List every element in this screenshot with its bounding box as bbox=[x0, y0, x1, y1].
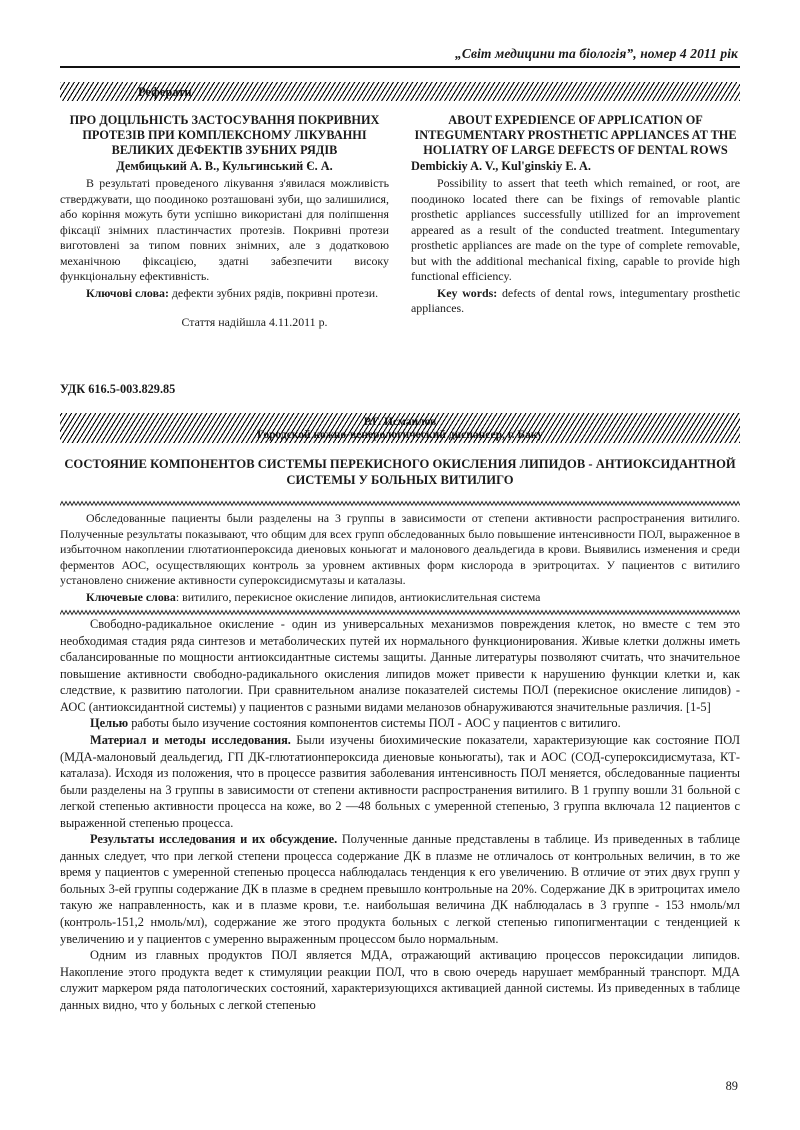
abstract-authors-uk: Дембицький А. В., Кульгинський Є. А. bbox=[116, 159, 333, 173]
keywords-label-uk: Ключові слова: bbox=[86, 285, 169, 300]
abstract-two-column-block bbox=[60, 113, 740, 330]
paragraph-lead-in: Материал и методы исследования. bbox=[90, 732, 291, 747]
article2-paragraph bbox=[60, 616, 740, 715]
paragraph-text: Были изучены биохимические показатели, характеризующие как состояние ПОЛ (МДА-малоновый деальдегид, ГП ДК-глютатионпероксида диеновые коньюгаты), так и АОС (СОД-супероксидисмутаза, КТ-каталаза). Исходя из положения, что в процессе развития заболевания интенсивность ПОЛ меняется, обследованные пациенты были разделены на 3 группы в зависимости от степени активности распространения витилиго. В 1 группу вошли 31 больной с легкой степенью активности процесса на коже, во 2 —48 больных с умеренной степенью, 3 группа включала 12 пациентов с выраженной степенью процесса. bbox=[60, 732, 740, 830]
article2-abstract: Обследованные пациенты были разделены на 3 группы в зависимости от степени активности распространения витилиго. Полученные результаты показывают, что общим для всех групп обследованных было повышение интенсивности ПОЛ, выраженное в избыточном накоплении глютатионпероксида диеновых коньюгат и малонового деальдегида в крови. Выявились изменения и среди ферментов АОС, осуществляющих контроль за уровнем активных форм кислорода в эритроцитах. У пациентов с витилиго установлено снижение активности супероксидисмутазы и каталазы. bbox=[60, 511, 740, 588]
abstract-column-uk bbox=[60, 113, 389, 330]
abstracts-banner bbox=[60, 82, 740, 101]
paragraph-text: Полученные данные представлены в таблице. Из приведенных в таблице данных следует, что при легкой степени процесса содержание ДК в плазме не отличалось от контрольных величин, в то же время у пациентов с умеренной степенью процесса наблюдалась тенденция к его увеличению. В отличие от этих двух групп у больных 3-ей группы содержание ДК в плазме в среднем превышло контрольные на 20%. Содержание ДК в эритроцитах имело такую же направленность, как и в плазме крови, т.е. наибольшая величина ДК наблюдалась в 3 группе - 153 нмоль/мл (контроль-151,2 нмоль/мл), содержание же этого продукта больных с легкой степенью гипопигментации с тенденцией к увеличению и у пациентов с умеренно выраженным процессом было нормальным. bbox=[60, 832, 740, 946]
article2-title: СОСТОЯНИЕ КОМПОНЕНТОВ СИСТЕМЫ ПЕРЕКИСНОГО ОКИСЛЕНИЯ ЛИПИДОВ - АНТИОКСИДАНТНОЙ СИСТЕМЫ У БОЛЬНЫХ ВИТИЛИГО bbox=[64, 457, 736, 488]
wavy-divider-top bbox=[60, 500, 740, 507]
abstract-title-en: ABOUT EXPEDIENCE OF APPLICATION OF INTEGUMENTARY PROSTHETIC APPLIANCES AT THE HOLIATRY OF LARGE DEFECTS OF DENTAL ROWS bbox=[414, 113, 737, 157]
article2-keywords-text: : витилиго, перекисное окисление липидов, антиокислительная система bbox=[175, 589, 541, 604]
abstract-title-uk: ПРО ДОЦІЛЬНІСТЬ ЗАСТОСУВАННЯ ПОКРИВНИХ ПРОТЕЗІВ ПРИ КОМПЛЕКСНОМУ ЛІКУВАННІ ВЕЛИКИХ ДЕФЕКТІВ ЗУБНИХ РЯДІВ bbox=[69, 113, 380, 157]
keywords-text-uk: дефекти зубних рядів, покривні протези. bbox=[168, 285, 379, 300]
abstract-body-en: Possibility to assert that teeth which remained, or root, are поодиноко located there can be fixings of removable plantic prosthetic appliances successfully utillized for an improvement appeared as a result of the conducted treatment. Integumentary prosthetic appliances are made on the type of complete removable, but with the additional mechanical fixing, capable to provide high functional efficiency. bbox=[411, 176, 740, 284]
page-number: 89 bbox=[725, 1079, 738, 1093]
udc-code: УДК 616.5-003.829.85 bbox=[60, 382, 176, 397]
paragraph-text: работы было изучение состояния компонентов системы ПОЛ - АОС у пациентов с витилиго. bbox=[128, 716, 621, 731]
abstract-body-uk: В результаті проведеного лікування з'явилася можливість стверджувати, що поодиноко розташовані зуби, що залишилися, або коріння можуть бути успішно використані для поліпшення фіксації знімних пластинчастих протезів. Покривні протези виготовлені за типом повних знімних, але з додатковою механічною фіксацією, здатні забезпечити високу функціональну ефективність. bbox=[60, 176, 389, 284]
abstracts-banner-label: Реферати bbox=[138, 85, 192, 99]
keywords-label-en: Key words: bbox=[437, 285, 498, 300]
article2-keywords-label: Ключевые слова bbox=[86, 589, 176, 604]
article2-paragraph bbox=[60, 732, 740, 831]
article2-paragraph bbox=[60, 831, 740, 947]
paragraph-lead-in: Целью bbox=[90, 716, 129, 731]
header-rule bbox=[60, 66, 740, 68]
article2-paragraph bbox=[60, 715, 740, 732]
article2-banner-author: Р.Г. Исмаилов bbox=[363, 416, 437, 429]
abstract-column-en bbox=[411, 113, 740, 330]
abstract-authors-en: Dembickiy A. V., Kul'ginskiy E. A. bbox=[411, 159, 591, 173]
article2-keywords bbox=[60, 590, 740, 605]
article2-body bbox=[60, 616, 740, 1013]
paragraph-text: Одним из главных продуктов ПОЛ является МДА, отражающий активацию процессов пероксидации липидов. Накопление этого продукта ведет к стимуляции реакции ПОЛ, что в свою очередь нарушает мембранный транспорт. МДА служит маркером ряда патологических состояний, характеризующихся активацией данной системы. Из приведенных в таблице данных видно, что у больных с легкой степенью bbox=[60, 948, 740, 1012]
abstract-keywords-uk bbox=[60, 286, 389, 301]
article2-paragraph bbox=[60, 947, 740, 1013]
paragraph-lead-in: Результаты исследования и их обсуждение. bbox=[90, 832, 338, 847]
page-content-area bbox=[60, 0, 740, 1130]
paragraph-text: Свободно-радикальное окисление - один из универсальных механизмов повреждения клеток, но вместе с тем это необходимая стадия ряда синтезов и метаболических путей их нормального функционирования. Живые клетки должны иметь сбалансированные по мощности антиоксидантные системы защиты. Данные литературы позволяют считать, что значительное повышение активности свободно-радикального окисления липидов может привести к нарушению функции клетки и, как следствие, к развитию патологии. При сравнительном анализе показателей системы ПОЛ (перекисное окисление липидов) - АОС (антиоксидантной системы) у пациентов с разными видами меланозов обнаруживаются значительные различия. [1-5] bbox=[60, 617, 740, 714]
article2-banner-affiliation: Городской кожно-венерологический диспансер, г. Баку bbox=[257, 429, 543, 442]
keywords-text-en: defects of dental rows, integumentary prosthetic appliances. bbox=[411, 285, 740, 316]
received-date-line: Стаття надійшла 4.11.2011 р. bbox=[181, 315, 328, 330]
article2-author-banner bbox=[60, 413, 740, 443]
abstract-keywords-en bbox=[411, 286, 740, 317]
wavy-divider-bottom bbox=[60, 609, 740, 616]
running-head: „Світ медицини та біологія”, номер 4 2011 рік bbox=[454, 46, 738, 61]
